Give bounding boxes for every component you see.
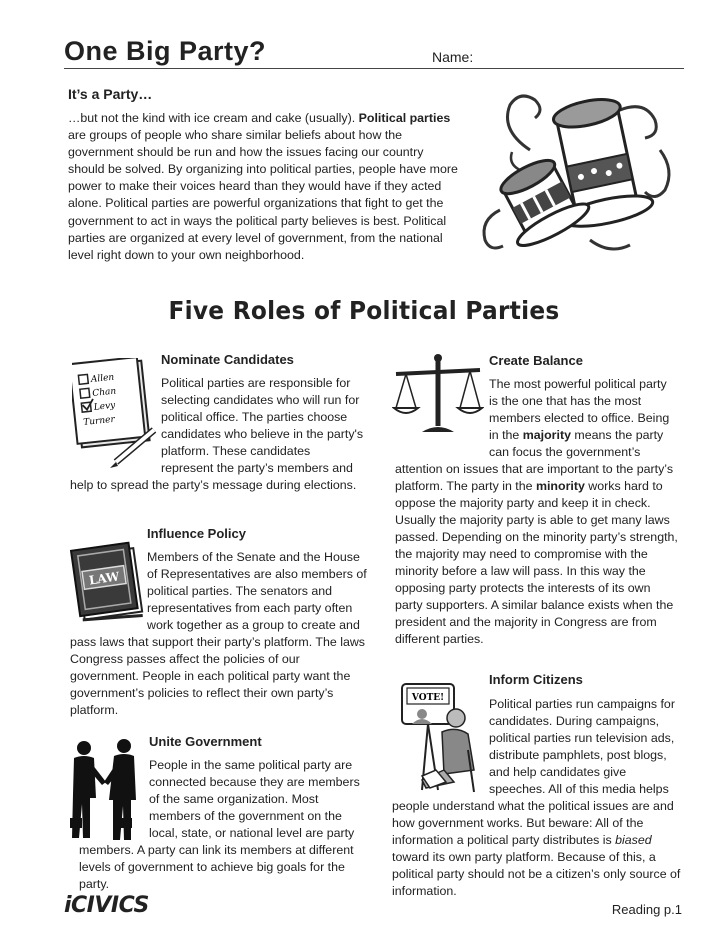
nominate-heading: Nominate Candidates [161,352,294,367]
ballot-name-2: Chan [91,386,117,399]
ballot-name-4: Turner [82,414,116,429]
section-title: Five Roles of Political Parties [168,296,560,325]
ballot-name-1: Allen [90,372,115,386]
name-label: Name: [432,49,474,65]
nominate-float-spacer [70,372,161,477]
page-title: One Big Party? [64,36,267,66]
intro-subtitle: It’s a Party… [68,86,153,102]
ballot-name-3: Levy [93,400,116,413]
influence-text: Members of the Senate and the House of Representatives are also members of political parties. The senators and representatives from each party often work together as a group to create and pass laws that support their party’s platform. The laws Congress passes affect the policies of our government. People in each political party want the government’s policies to reflect their own party’s platform. [70,550,367,717]
unite-heading: Unite Government [149,734,262,749]
inform-heading: Inform Citizens [489,672,583,687]
balance-heading: Create Balance [489,353,583,368]
page-number: Reading p.1 [611,902,682,917]
nominate-text: Political parties are responsible for selecting candidates who will run for political office. The parties choose candidates who believe in the party's platform. These candidates represent the party’s members and help to spread the party’s message during elections. [70,376,364,492]
unite-float-spacer [79,757,149,842]
balance-text: The most powerful political party is the one that has the most members elected to office. Being in the majority means the party can focus the government’s attention on issues that are important to the party’s platform. The party in the minority works hard to oppose the majority party and keep it in check. Usually the majority party is able to get many laws passed. Depending on the minority party’s strength, the majority may need to compromise with the minority before a law will pass. In this way the opposing party protects the interests of its own party supporters. A similar balance exists when the president and the majority in Congress are from different parties. [395,377,678,646]
influence-heading: Influence Policy [147,526,246,541]
influence-float-spacer [70,549,147,634]
law-label: LAW [88,569,121,588]
unite-text: People in the same political party are connected because they are members of the same organization. Most members of the government on the local, state, or national level are party members. A party can link its members at different levels of government to achieve big goals for the party. [79,758,360,891]
inform-float-spacer [392,696,489,798]
header-rule [64,68,684,69]
icivics-logo: iCIVICS [64,893,149,918]
vote-label: VOTE! [411,693,445,703]
party-hats-illustration [470,90,680,260]
intro-paragraph: …but not the kind with ice cream and cake (usually). Political parties are groups of people who share similar beliefs about how the government should be run and how the issues facing our country should be solved. By organizing into political parties, people have more power to make their voices heard than they would have if they acted alone. Political parties are powerful organizations that fight to get the government to act in ways the political party believes is best. Political parties are organized at every level of government, from the national level right down to your own neighborhood. [68,111,458,262]
balance-float-spacer [395,376,489,460]
inform-text: Political parties run campaigns for candidates. During campaigns, political parties run television ads, distribute pamphlets, post blogs, and help candidates give speeches. All of this media helps people understand what the political issues are and how government works. But beware: All of the information a political party distributes is biased toward its own party platform. Because of this, a political party should not be a citizen’s only source of information. [392,697,681,898]
